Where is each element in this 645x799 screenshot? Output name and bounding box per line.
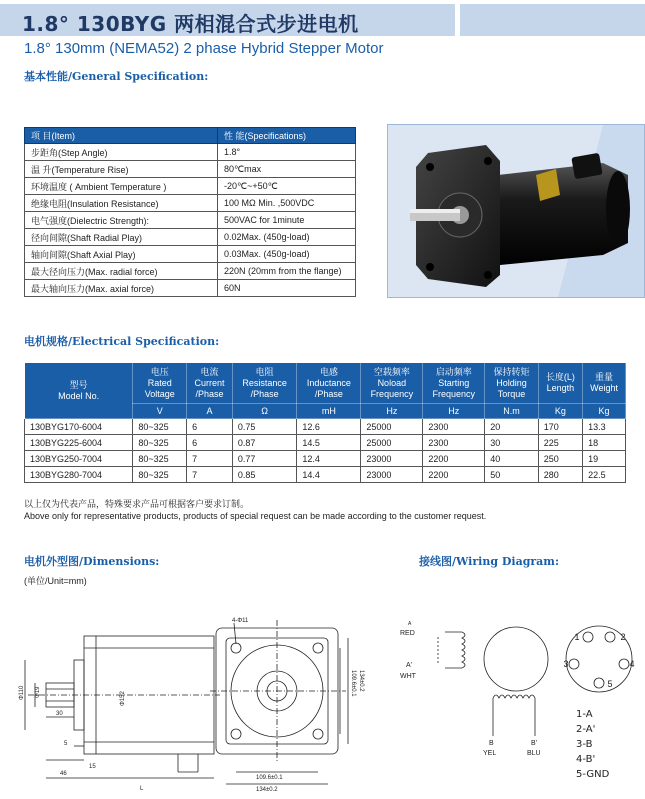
col-en2: /Phase bbox=[250, 388, 279, 399]
col-header bbox=[187, 363, 233, 404]
general-spec-row bbox=[25, 229, 356, 246]
wiring-drawing bbox=[438, 626, 635, 736]
spec-cell: 80~325 bbox=[133, 451, 187, 467]
header-band-right bbox=[460, 4, 645, 36]
col-header bbox=[232, 363, 297, 404]
electrical-spec-table bbox=[24, 362, 626, 483]
col-model-en: Model No. bbox=[58, 390, 100, 401]
col-en1: Length bbox=[546, 383, 575, 393]
dim-boss-dia: Φ110 bbox=[19, 685, 25, 700]
dim-pcd-b-side: 134±0.2 bbox=[358, 670, 364, 692]
col-header bbox=[297, 363, 361, 404]
electrical-spec-row bbox=[25, 419, 626, 435]
col-en2: Frequency bbox=[370, 388, 414, 399]
spec-cell: 2300 bbox=[423, 419, 485, 435]
general-spec-table bbox=[24, 127, 356, 297]
wire-a-bar-label: A' bbox=[406, 662, 413, 669]
col-cn: 电流 bbox=[200, 366, 219, 377]
spec-cell: 0.75 bbox=[232, 419, 297, 435]
spec-cell: 2300 bbox=[423, 435, 485, 451]
col-cn: 空载频率 bbox=[373, 366, 410, 377]
spec-value: 60N bbox=[218, 280, 356, 297]
wire-blu-label: BLU bbox=[527, 750, 541, 757]
dim-30: 30 bbox=[56, 711, 63, 717]
model-number: 130BYG280-7004 bbox=[25, 467, 133, 483]
model-number: 130BYG250-7004 bbox=[25, 451, 133, 467]
electrical-spec-row bbox=[25, 451, 626, 467]
spec-cell: 30 bbox=[485, 435, 538, 451]
col-en2: Voltage bbox=[144, 388, 175, 399]
spec-cell: 7 bbox=[187, 451, 233, 467]
col-header bbox=[423, 363, 485, 404]
col-unit: Kg bbox=[538, 404, 582, 419]
general-spec-row bbox=[25, 246, 356, 263]
col-header bbox=[361, 363, 423, 404]
spec-item: 电气强度(Dielectric Strength): bbox=[25, 212, 218, 229]
unit-note: (单位/Unit=mm) bbox=[24, 576, 87, 586]
dim-length: L bbox=[140, 786, 144, 792]
col-unit: Hz bbox=[361, 404, 423, 419]
spec-cell: 80~325 bbox=[133, 419, 187, 435]
col-unit: mH bbox=[297, 404, 361, 419]
col-cn: 电压 bbox=[150, 366, 169, 377]
general-spec-row bbox=[25, 263, 356, 280]
spec-cell: 0.77 bbox=[232, 451, 297, 467]
spec-value: 80℃max bbox=[218, 161, 356, 178]
general-header-spec: 性 能(Specifications) bbox=[218, 128, 356, 144]
spec-value: 220N (20mm from the flange) bbox=[218, 263, 356, 280]
spec-item: 步距角(Step Angle) bbox=[25, 144, 218, 161]
col-en1: Inductance bbox=[306, 377, 351, 388]
col-en2: Frequency bbox=[432, 388, 476, 399]
col-en1: Starting bbox=[438, 377, 470, 388]
col-header bbox=[133, 363, 187, 404]
pin-2: 2 bbox=[620, 632, 626, 642]
pin-1: 1 bbox=[574, 632, 580, 642]
dim-5: 5 bbox=[64, 741, 68, 747]
side-view-drawing bbox=[25, 636, 220, 778]
spec-item: 径向间隙(Shaft Radial Play) bbox=[25, 229, 218, 246]
col-unit: A bbox=[187, 404, 233, 419]
col-unit: Kg bbox=[583, 404, 626, 419]
col-en1: Noload bbox=[377, 377, 407, 388]
spec-cell: 6 bbox=[187, 435, 233, 451]
spec-item: 最大轴向压力(Max. axial force) bbox=[25, 280, 218, 297]
spec-cell: 14.4 bbox=[297, 467, 361, 483]
dim-flange-dia: Φ152 bbox=[120, 691, 126, 706]
general-spec-row bbox=[25, 178, 356, 195]
dimension-and-wiring-drawing bbox=[0, 590, 645, 799]
motor-photo bbox=[387, 124, 645, 298]
col-header bbox=[583, 363, 626, 404]
spec-cell: 80~325 bbox=[133, 467, 187, 483]
spec-cell: 0.87 bbox=[232, 435, 297, 451]
spec-cell: 14.5 bbox=[297, 435, 361, 451]
spec-cell: 12.6 bbox=[297, 419, 361, 435]
general-spec-row bbox=[25, 161, 356, 178]
page-subtitle: 1.8° 130mm (NEMA52) 2 phase Hybrid Stepper Motor bbox=[24, 40, 384, 57]
col-model-cn: 型号 bbox=[69, 379, 88, 390]
wiring-legend-3: 3-B bbox=[576, 739, 593, 750]
dim-shaft-dia: Φ19 bbox=[35, 686, 41, 698]
dim-46: 46 bbox=[60, 771, 67, 777]
wire-wht-label: WHT bbox=[400, 673, 416, 680]
page-title: 1.8° 130BYG 两相混合式步进电机 bbox=[22, 12, 359, 36]
general-spec-row bbox=[25, 195, 356, 212]
col-en1: Resistance bbox=[242, 377, 287, 388]
col-unit: N.m bbox=[485, 404, 538, 419]
wiring-legend-4: 4-B' bbox=[576, 754, 596, 765]
model-number: 130BYG170-6004 bbox=[25, 419, 133, 435]
note-en: Above only for representative products, products of special request can be made according to the customer request. bbox=[24, 511, 487, 521]
wire-a-label: A bbox=[408, 621, 412, 627]
spec-cell: 2200 bbox=[423, 467, 485, 483]
spec-value: -20℃~+50℃ bbox=[218, 178, 356, 195]
col-unit: Hz bbox=[423, 404, 485, 419]
electrical-spec-row bbox=[25, 467, 626, 483]
spec-cell: 20 bbox=[485, 419, 538, 435]
wire-b-label: B bbox=[489, 740, 494, 747]
col-en1: Rated bbox=[147, 377, 172, 388]
spec-cell: 23000 bbox=[361, 451, 423, 467]
dim-pcd-a-side: 109.6±0.1 bbox=[350, 670, 356, 697]
spec-value: 100 MΩ Min. ,500VDC bbox=[218, 195, 356, 212]
wiring-legend-2: 2-A' bbox=[576, 724, 596, 735]
pin-3: 3 bbox=[563, 659, 569, 669]
spec-cell: 25000 bbox=[361, 435, 423, 451]
page-header bbox=[0, 0, 645, 38]
spec-item: 绝缘电阻(Insulation Resistance) bbox=[25, 195, 218, 212]
spec-cell: 250 bbox=[538, 451, 582, 467]
col-cn: 长度(L) bbox=[545, 372, 575, 382]
model-number: 130BYG225-6004 bbox=[25, 435, 133, 451]
wire-b-bar-label: B' bbox=[531, 740, 538, 747]
spec-cell: 50 bbox=[485, 467, 538, 483]
col-cn: 重量 bbox=[595, 372, 614, 382]
col-cn: 电感 bbox=[319, 366, 338, 377]
spec-cell: 280 bbox=[538, 467, 582, 483]
wiring-legend-5: 5-GND bbox=[576, 769, 610, 780]
front-view-drawing bbox=[210, 620, 348, 784]
col-en1: Holding bbox=[496, 377, 527, 388]
col-header bbox=[538, 363, 582, 404]
spec-cell: 18 bbox=[583, 435, 626, 451]
general-spec-row bbox=[25, 280, 356, 297]
wiring-title: 接线图/Wiring Diagram: bbox=[419, 555, 560, 568]
col-en1: Current bbox=[194, 377, 225, 388]
spec-item: 环境温度 ( Ambient Temperature ) bbox=[25, 178, 218, 195]
spec-cell: 6 bbox=[187, 419, 233, 435]
wiring-legend-1: 1-A bbox=[576, 709, 593, 720]
spec-item: 最大径向压力(Max. radial force) bbox=[25, 263, 218, 280]
spec-value: 0.02Max. (450g-load) bbox=[218, 229, 356, 246]
col-en1: Weight bbox=[590, 383, 618, 393]
spec-value: 1.8° bbox=[218, 144, 356, 161]
wire-yel-label: YEL bbox=[483, 750, 497, 757]
spec-item: 轴向间隙(Shaft Axial Play) bbox=[25, 246, 218, 263]
col-en2: /Phase bbox=[195, 388, 224, 399]
spec-cell: 225 bbox=[538, 435, 582, 451]
col-header bbox=[485, 363, 538, 404]
spec-cell: 19 bbox=[583, 451, 626, 467]
spec-cell: 12.4 bbox=[297, 451, 361, 467]
wire-red-label: RED bbox=[400, 630, 415, 637]
general-spec-title: 基本性能/General Specification: bbox=[24, 70, 209, 83]
dimensions-title: 电机外型图/Dimensions: bbox=[24, 555, 160, 568]
spec-cell: 2200 bbox=[423, 451, 485, 467]
general-spec-row bbox=[25, 144, 356, 161]
general-spec-row bbox=[25, 212, 356, 229]
note-cn: 以上仅为代表产品，特殊要求产品可根据客户要求订制。 bbox=[24, 499, 250, 509]
dim-holes: 4-Φ11 bbox=[232, 618, 249, 624]
col-cn: 保持转矩 bbox=[493, 366, 530, 377]
col-unit: Ω bbox=[232, 404, 297, 419]
pin-5: 5 bbox=[607, 679, 613, 689]
general-header-item: 项 目(Item) bbox=[25, 128, 218, 144]
spec-cell: 7 bbox=[187, 467, 233, 483]
spec-cell: 40 bbox=[485, 451, 538, 467]
spec-item: 温 升(Temperature Rise) bbox=[25, 161, 218, 178]
col-cn: 电阻 bbox=[255, 366, 274, 377]
electrical-spec-row bbox=[25, 435, 626, 451]
spec-value: 500VAC for 1minute bbox=[218, 212, 356, 229]
col-en2: Torque bbox=[497, 388, 526, 399]
col-unit: V bbox=[133, 404, 187, 419]
spec-cell: 170 bbox=[538, 419, 582, 435]
spec-cell: 13.3 bbox=[583, 419, 626, 435]
spec-cell: 22.5 bbox=[583, 467, 626, 483]
col-header-model bbox=[25, 363, 133, 419]
spec-cell: 80~325 bbox=[133, 435, 187, 451]
spec-cell: 0.85 bbox=[232, 467, 297, 483]
dim-pcd-a-bottom: 109.6±0.1 bbox=[256, 775, 283, 781]
col-en2: /Phase bbox=[314, 388, 343, 399]
spec-cell: 25000 bbox=[361, 419, 423, 435]
pin-4: 4 bbox=[629, 659, 635, 669]
spec-value: 0.03Max. (450g-load) bbox=[218, 246, 356, 263]
electrical-spec-title: 电机规格/Electrical Specification: bbox=[24, 335, 220, 348]
dim-pcd-b-bottom: 134±0.2 bbox=[256, 787, 278, 793]
col-cn: 启动频率 bbox=[435, 366, 472, 377]
dim-15: 15 bbox=[89, 764, 96, 770]
spec-cell: 23000 bbox=[361, 467, 423, 483]
stepper-motor-image bbox=[388, 125, 644, 297]
